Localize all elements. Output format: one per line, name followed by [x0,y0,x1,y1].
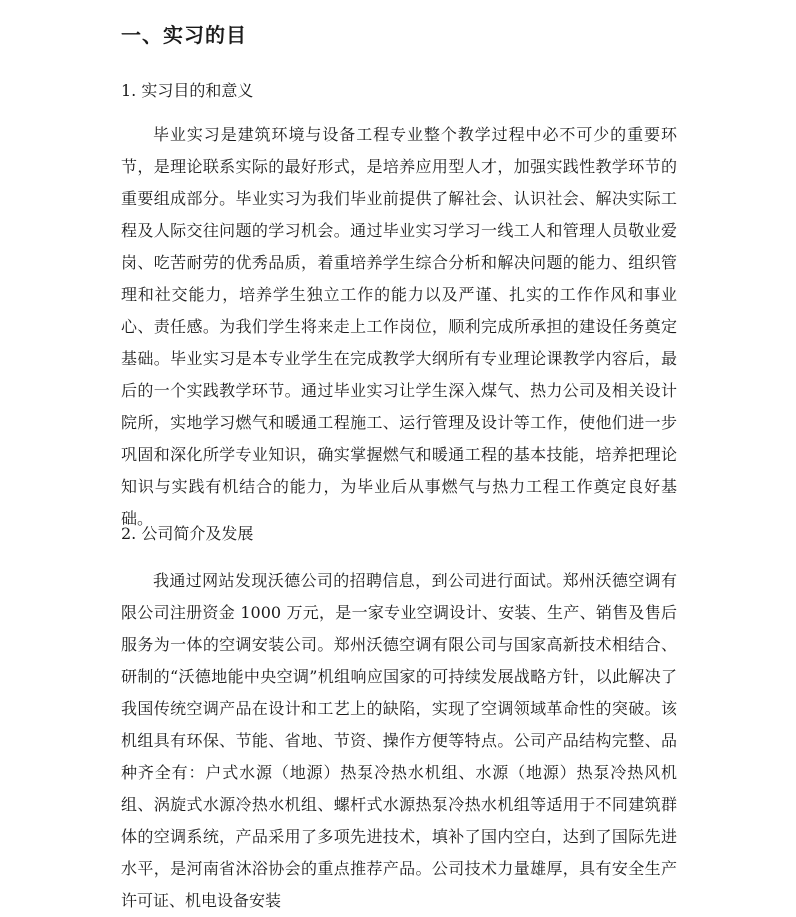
subsection-heading-company: 2. 公司简介及发展 [121,524,254,543]
subsection-heading-purpose: 1. 实习目的和意义 [121,81,254,100]
paragraph-company: 我通过网站发现沃德公司的招聘信息，到公司进行面试。郑州沃德空调有限公司注册资金 1000 万元，是一家专业空调设计、安装、生产、销售及售后服务为一体的空调安装公司。郑州沃德空调有限公司与国家高新技术相结合、研制的“沃德地能中央空调”机组响应国家的可持续发展战略方针，以此解决了我国传统空调产品在设计和工艺上的缺陷，实现了空调领域革命性的突破。该机组具有环保、节能、省地、节资、操作方便等特点。公司产品结构完整、品种齐全有：户式水源（地源）热泵冷热水机组、水源（地源）热泵冷热风机组、涡旋式水源冷热水机组、螺杆式水源热泵冷热水机组等适用于不同建筑群体的空调系统，产品采用了多项先进技术，填补了国内空白，达到了国际先进水平，是河南省沐浴协会的重点推荐产品。公司技术力量雄厚，具有安全生产许可证、机电设备安装 [121,571,677,910]
section-title: 一、实习的目 [121,23,247,47]
paragraph-purpose: 毕业实习是建筑环境与设备工程专业整个教学过程中必不可少的重要环节，是理论联系实际的最好形式，是培养应用型人才，加强实践性教学环节的重要组成部分。毕业实习为我们毕业前提供了解社会、认识社会、解决实际工程及人际交往问题的学习机会。通过毕业实习学习一线工人和管理人员敬业爱岗、吃苦耐劳的优秀品质，着重培养学生综合分析和解决问题的能力、组织管理和社交能力，培养学生独立工作的能力以及严谨、扎实的工作作风和事业心、责任感。为我们学生将来走上工作岗位，顺利完成所承担的建设任务奠定基础。毕业实习是本专业学生在完成教学大纲所有专业理论课教学内容后，最后的一个实践教学环节。通过毕业实习让学生深入煤气、热力公司及相关设计院所，实地学习燃气和暖通工程施工、运行管理及设计等工作，使他们进一步巩固和深化所学专业知识，确实掌握燃气和暖通工程的基本技能，培养把理论知识与实践有机结合的能力，为毕业后从事燃气与热力工程工作奠定良好基础。 [121,125,677,528]
